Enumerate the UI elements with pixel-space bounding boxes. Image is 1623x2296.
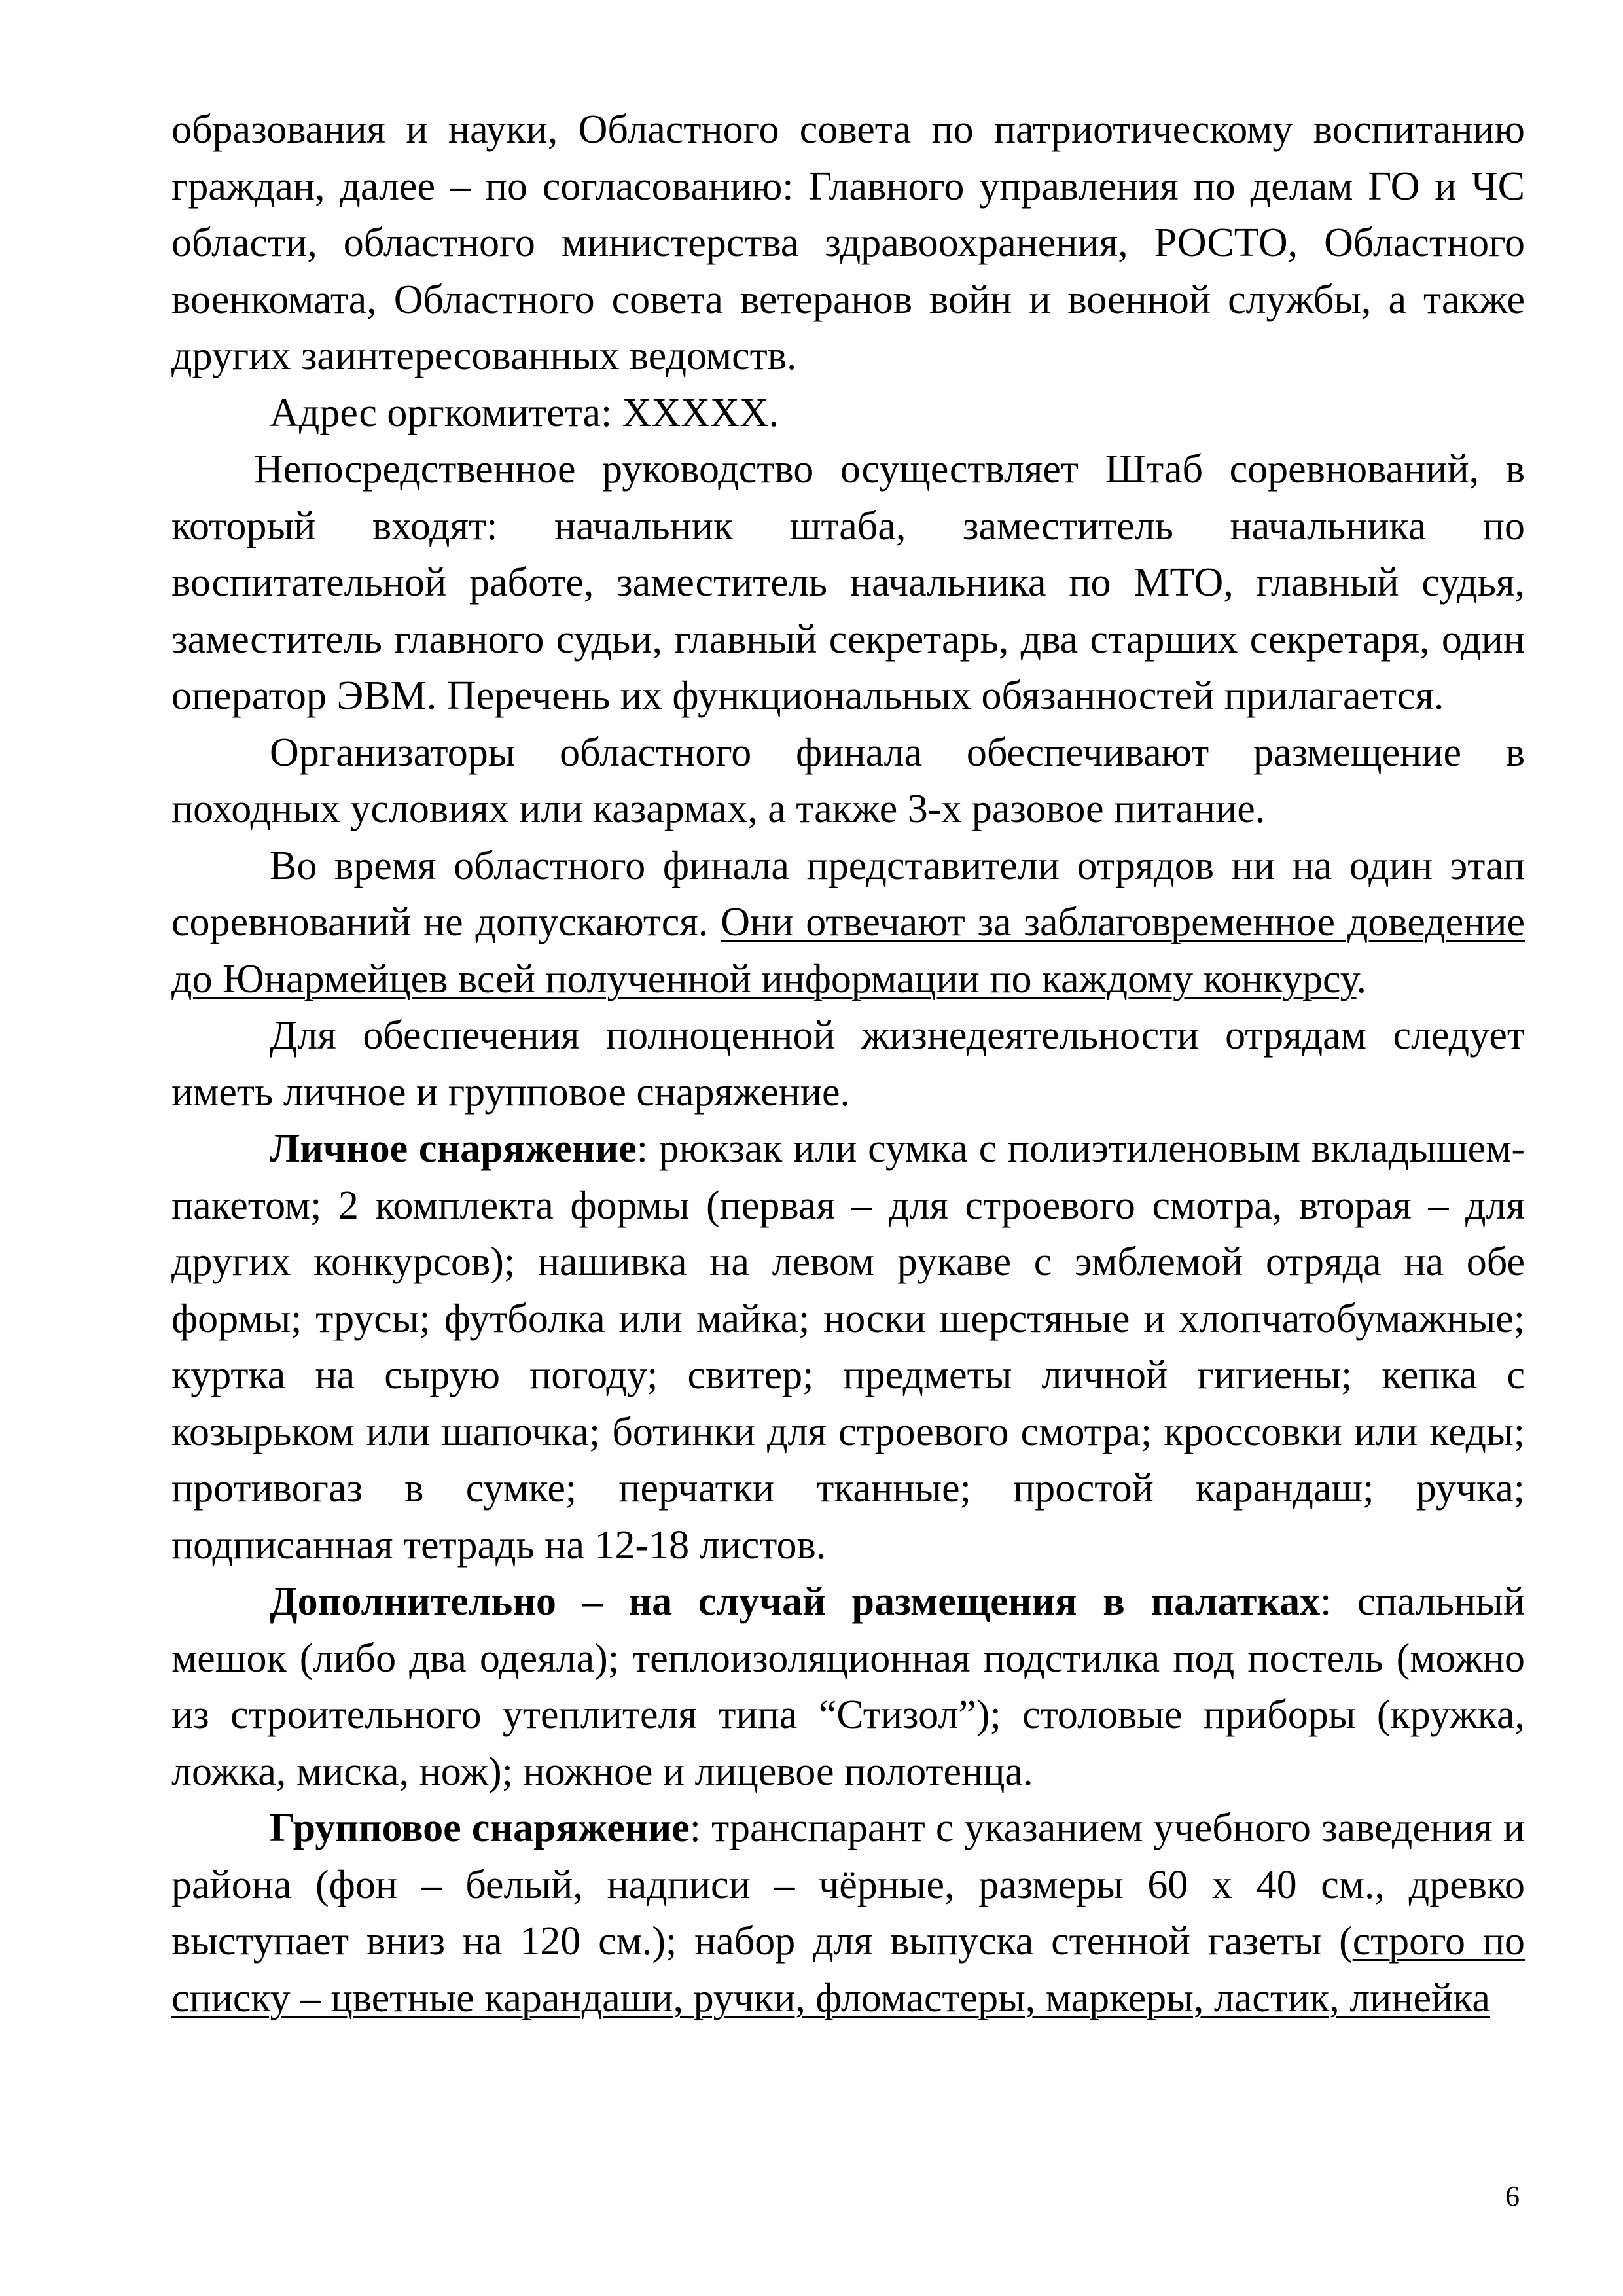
paragraph-headquarters: Непосредственное руководство осуществляет Штаб соревнований, в который входят: начальник штаба, заместитель начальника по воспитательной работе, заместитель начальника по МТО, главный судья, заместитель главного судьи, главный секретарь, два старших секретаря, один оператор ЭВМ. Перечень их функциональных обязанностей прилагается. xyxy=(171,447,1525,718)
representatives-end: . xyxy=(1356,956,1367,1001)
paragraph-equipment-intro: Для обеспечения полноценной жизнедеятельности отрядам следует иметь личное и групповое снаряжение. xyxy=(171,1013,1525,1115)
personal-equipment-heading: Личное снаряжение xyxy=(270,1126,637,1171)
paragraph-personal-equipment xyxy=(171,1121,1525,1573)
group-equipment-text: : транспарант с указанием учебного заведения и района (фон – белый, надписи – чёрные, размеры 60 х 40 см., древко выступает вниз на 120 см.); набор для выпуска стенной газеты ( xyxy=(171,1806,1525,1964)
tent-equipment-text: : спальный мешок (либо два одеяла); теплоизоляционная подстилка под постель (можно из строительного утеплителя типа “Стизол”); столовые приборы (кружка, ложка, миска, нож); ножное и лицевое полотенца. xyxy=(171,1579,1525,1794)
paragraph-group-equipment xyxy=(171,1800,1525,2026)
paragraph-accommodation: Организаторы областного финала обеспечивают размещение в походных условиях или казармах, а также 3-х разовое питание. xyxy=(171,730,1525,831)
group-equipment-heading: Групповое снаряжение xyxy=(270,1806,690,1850)
representatives-text: Во время областного финала представители отрядов ни на один этап соревнований не допускаются. xyxy=(171,843,1525,944)
page-number: 6 xyxy=(1505,2180,1520,2212)
tent-equipment-heading: Дополнительно – на случай размещения в палатках xyxy=(270,1579,1321,1624)
personal-equipment-text: : рюкзак или сумка с полиэтиленовым вкладышем-пакетом; 2 комплекта формы (первая – для строевого смотра, вторая – для других конкурсов); нашивка на левом рукаве с эмблемой отряда на обе формы; трусы; футболка или майка; носки шерстяные и хлопчатобумажные; куртка на сырую погоду; свитер; предметы личной гигиены; кепка с козырьком или шапочка; ботинки для строевого смотра; кроссовки или кеды; противогаз в сумке; перчатки тканные; простой карандаш; ручка; подписанная тетрадь на 12-18 листов. xyxy=(171,1126,1525,1568)
paragraph-representatives xyxy=(171,838,1525,1008)
paragraph-orgcommittee-address: Адрес оргкомитета: XXXXX. xyxy=(270,390,779,435)
paragraph-tent-equipment xyxy=(171,1573,1525,1800)
group-equipment-underlined-text: строго по списку – цветные карандаши, ручки, фломастеры, маркеры, ластик, линейка xyxy=(171,1919,1525,2020)
representatives-underlined-text: Они отвечают за заблаговременное доведение до Юнармейцев всей полученной информации по каждому конкурсу xyxy=(171,900,1525,1001)
paragraph-organizers-list: образования и науки, Областного совета по патриотическому воспитанию граждан, далее – по согласованию: Главного управления по делам ГО и ЧС области, областного министерства здравоохранения, РОСТО, Областного военкомата, Областного совета ветеранов войн и военной службы, а также других заинтересованных ведомств. xyxy=(171,107,1525,378)
document-body xyxy=(171,101,1525,2026)
